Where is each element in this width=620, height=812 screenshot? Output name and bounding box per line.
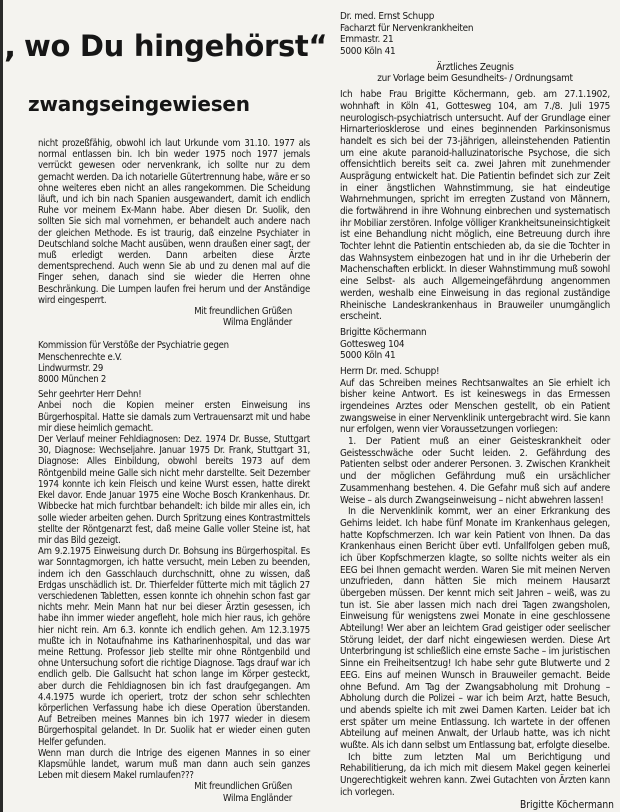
left-column xyxy=(38,138,310,804)
right-address-line-3: 5000 Köln 41 xyxy=(340,350,396,362)
right-signature: Brigitte Köchermann xyxy=(519,800,614,811)
page-edge-bar xyxy=(0,0,3,812)
right-paragraph-3: 1. Der Patient muß an einer Geisteskrankheit oder Geistesschwäche oder Sucht leiden. 2. Gefährdung des Patienten selbst oder anderer Personen. 3. Zwischen Krankheit und der möglichen Gefährdung muß ein ursächlicher Zusammenhang bestehen. 4. Die Gefahr muß sich auf andere Weise – als durch Zwangseinweisung – nicht abwehren lassen! xyxy=(340,436,610,506)
letterhead-name: Dr. med. Ernst Schupp xyxy=(340,11,435,22)
headline-title: wo Du hingehörst“ xyxy=(24,29,328,63)
left-address-line-1: Kommission für Verstöße der Psychiatrie gegen xyxy=(38,340,229,352)
left-signature-2: Wilma Engländer xyxy=(223,792,292,804)
left-paragraph-3: Der Verlauf meiner Fehldiagnosen: Dez. 1974 Dr. Busse, Stuttgart 30, Diagnose: Wechseljahre. Januar 1975 Dr. Frank, Stuttgart 31, Diagnose: Alles Einbildung, obwohl bereits 1973 auf dem Röntgenbild meine Galle sich nicht mehr darstellte. Seit Dezember 1974 konnte ich kein Fleisch und keine Wurst essen, hatte direkt Ekel davor. Ende Januar 1975 eine Woche Bosch Krankenhaus. Dr. Wibbecke hat mich furchtbar behandelt: ich bilde mir alles ein, ich solle wieder arbeiten gehen. Durch Spritzung eines Kontrastmittels stellte der Röntgenarzt fest, daß meine Galle voller Steine ist, hat mir das Bild gezeigt. xyxy=(38,434,310,546)
right-address-line-1: Brigitte Köchermann xyxy=(340,326,427,338)
left-salutation: Sehr geehrter Herr Dehn! xyxy=(38,389,142,401)
headline-comma: , xyxy=(4,27,17,65)
left-greeting-1: Mit freundlichen Grüßen xyxy=(194,306,292,318)
letterhead-title: Facharzt für Nervenkrankheiten xyxy=(340,22,474,34)
letterhead-city: 5000 Köln 41 xyxy=(340,46,396,58)
right-paragraph-1: Ich habe Frau Brigitte Köchermann, geb. am 27.1.1902, wohnhaft in Köln 41, Gottesweg 104, am 7./8. Juli 1975 neurologisch-psychiatrisch untersucht. Auf der Grundlage einer Hirnarteriosklerose und eines beginnenden Parkinsonismus handelt es sich bei der 73-jährigen, alleinstehenden Patientin um eine akute paranoid-halluzinatorische Psychose, die sich offensichtlich bereits seit ca. zwei Jahren mit zunehmender Ausprägung entwickelt hat. Die Patientin befindet sich zur Zeit in einer ängstlichen Wahnstimmung, sie hat eindeutige Wahrnehmungen, spricht im erregten Zustand von Männern, die fortwährend in ihre Wohnung einbrechen und systematisch ihr Mobiliar zerstören. Infolge völliger Krankheitsuneinsichtigkeit ist eine Behandlung nicht möglich, eine Betreuung durch ihre Tochter lehnt die Patientin entschieden ab, da sie die Tochter in das Wahnsystem einbezogen hat und in ihr die Urheberin der Machenschaften erblickt. In dieser Wahnstimmung muß sowohl eine Selbst- als auch Allgemeingefährdung angenommen werden, weshalb eine Einweisung in das regional zuständige Rheinische Landeskrankenhaus in Brauweiler unumgänglich erscheint. xyxy=(340,89,610,323)
left-greeting-2: Mit freundlichen Grüßen xyxy=(194,781,292,793)
right-paragraph-4: In die Nervenklinik kommt, wer an einer Erkrankung des Gehirns leidet. Ich habe fünf Monate im Krankenhaus gelegen, hatte Kopfschmerzen. Ich war kein Patient von Ihnen. Da das Krankenhaus einen Bericht über evtl. Unfallfolgen geben muß, ich über Kopfschmerzen klagte, so sollte nichts weiter als ein EEG bei Ihnen gemacht werden. Waren Sie mit meinen Nerven unzufrieden, dann hätten Sie mich meinem Hausarzt übergeben müssen. Der kennt mich seit Jahren – weiß, was zu tun ist. Sie aber lassen mich nach drei Tagen zwangsholen, Einweisung für wenigstens zwei Monate in eine geschlossene Abteilung! Wer aber an leichtem Grad geistiger oder seelischer Störung leidet, der darf nicht eingewiesen werden. Diese Art Unterbringung ist schließlich eine ernste Sache – im juristischen Sinne ein Freiheitsentzug! Ich habe sehr gute Blutwerte und 2 EEG. Eins auf meinen Wunsch in Brauweiler gemacht. Beide ohne Befund. Am Tag der Zwangsabholung mit Drohung – Abholung durch die Polizei – war ich beim Arzt, hatte Besuch, und abends spielte ich mit zwei Damen Karten. Leider bat ich erst später um meine Entlassung. Ich wartete in der offenen Abteilung auf meinen Anwalt, der Urlaub hatte, was ich nicht wußte. Als ich dann selbst um Entlassung bat, erfolgte dieselbe. xyxy=(340,506,610,751)
left-paragraph-4: Am 9.2.1975 Einweisung durch Dr. Bohsung ins Bürgerhospital. Es war Sonntagmorgen, ich hatte versucht, mein Leben zu beenden, indem ich den Gasschlauch durchschnitt, ohne zu wissen, daß Erdgas unschädlich ist. Dr. Thierfelder fütterte mich mit täglich 27 verschiedenen Tabletten, essen konnte ich ohnehin schon fast gar nichts mehr. Mein Mann hat nur bei dieser Ärztin gesessen, ich habe ihn immer wieder angefleht, hole mich hier raus, ich gehöre hier nicht rein. Am 6.3. konnte ich endlich gehen. Am 12.3.1975 mußte ich in Notaufnahme ins Katharinenhospital, und das war meine Rettung. Professor Jieb stellte mir ohne Röntgenbild und ohne Untersuchung sofort die richtige Diagnose. Tags drauf war ich endlich gelb. Die Gallsucht hat schon lange im Körper gesteckt, aber durch die Fehldiagnosen bin ich fast draufgegangen. Am 4.4.1975 wurde ich operiert, trotz der schon sehr schlechten körperlichen Verfassung habe ich diese Operation überstanden. Auf Betreiben meines Mannes bin ich 1977 wieder in diesem Bürgerhospital gelandet. In Dr. Suolik hat er wieder einen guten Helfer gefunden. xyxy=(38,546,310,748)
left-signature-1: Wilma Engländer xyxy=(223,317,292,329)
right-salutation: Herrn Dr. med. Schupp! xyxy=(340,365,440,377)
left-address-line-3: Lindwurmstr. 29 xyxy=(38,362,104,374)
right-paragraph-5: Ich bitte zum letzten Mal um Berichtigung und Rehabilitierung, da ich mich mit diesem Makel gegen keinerlei Ungerechtigkeit wehren kann. Zwei Gutachten von Ärzten kann ich vorlegen. xyxy=(340,751,610,798)
letterhead-street: Emmastr. 21 xyxy=(340,34,394,46)
headline-subtitle: zwangseingewiesen xyxy=(28,92,250,116)
right-column xyxy=(340,11,610,798)
left-paragraph-5: Wenn man durch die Intrige des eigenen Mannes in so einer Klapsmühle landet, warum muß man dann auch sein ganzes Leben mit diesem Makel rumlaufen??? xyxy=(38,747,310,782)
right-address-line-2: Gottesweg 104 xyxy=(340,338,405,350)
left-address-line-4: 8000 München 2 xyxy=(38,374,107,386)
left-paragraph-2: Anbei noch die Kopien meiner ersten Einweisung ins Bürgerhospital. Hatte sie damals zum Vertrauensarzt mit und habe mir diese heimlich gemacht. xyxy=(38,400,310,434)
left-address-line-2: Menschenrechte e.V. xyxy=(38,351,122,363)
left-paragraph-1: nicht prozeßfähig, obwohl ich laut Urkunde vom 31.10. 1977 als normal entlassen bin. Ich bin weder 1975 noch 1977 jemals verrückt gewesen oder nervenkrank, ich sollte nur zu dem gemacht werden. Da ich notarielle Gütertrennung habe, wäre er so ohne weiteres eben nicht an alles rangekommen. Die Scheidung läuft, und ich bin nach Spanien ausgewandert, damit ich endlich Ruhe vor meinem Ex-Mann habe. Aber diesen Dr. Suolik, den sollten Sie sich mal vornehmen, er behandelt auch andere nach der gleichen Methode. Es ist traurig, daß einzelne Psychiater in Deutschland solche Macht ausüben, wenn draußen einer sagt, der muß erledigt werden. Dann arbeiten diese Ärzte dementsprechend. Auch wenn Sie ab und zu denen mal auf die Finger sehen, danach sind sie wieder die Herren ohne Beschränkung. Die Lumpen laufen frei herum und der Anständige wird eingesperrt. xyxy=(38,138,310,306)
certificate-title: Ärztliches Zeugnis xyxy=(436,61,514,73)
certificate-subtitle: zur Vorlage beim Gesundheits- / Ordnungsamt xyxy=(377,73,573,85)
right-paragraph-2: Auf das Schreiben meines Rechtsanwaltes an Sie erhielt ich bisher keine Antwort. Es ist keineswegs in das Ermessen irgendeines Arztes oder Menschen gestellt, ob ein Patient zwangsweise in einer Nervenklinik untergebracht wird. Sie kann nur erfolgen, wenn vier Voraussetzungen vorliegen: xyxy=(340,377,610,436)
